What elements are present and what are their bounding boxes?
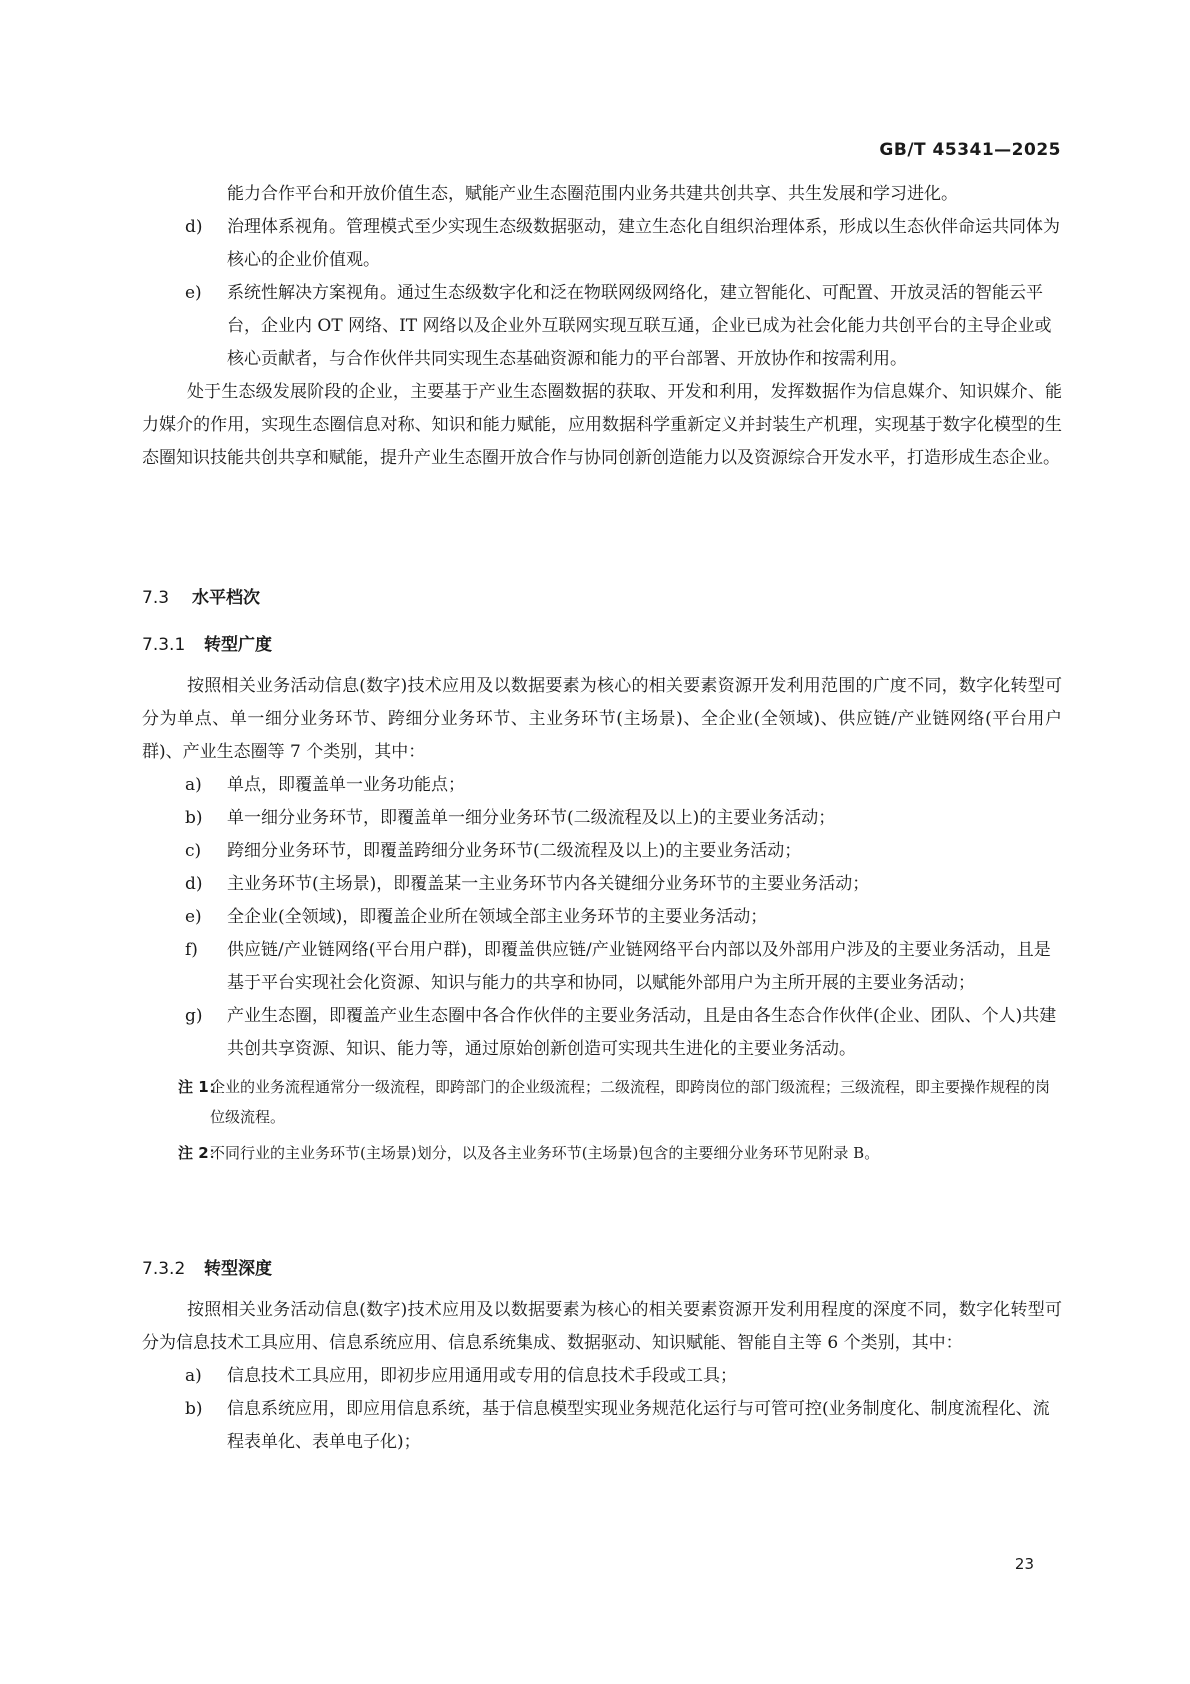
list-item-d	[142, 211, 1062, 277]
section-7-3-1-body	[142, 670, 1062, 1168]
standard-code: GB/T 45341—2025	[879, 140, 1061, 160]
list-item-text: 主业务环节(主场景)，即覆盖某一主业务环节内各关键细分业务环节的主要业务活动；	[227, 874, 870, 894]
section-7-3-2-body	[142, 1294, 1062, 1459]
section-heading-7-3	[142, 583, 260, 608]
section-number: 7.3	[142, 588, 170, 608]
list-marker: f)	[185, 940, 198, 960]
list-item-text: 跨细分业务环节，即覆盖跨细分业务环节(二级流程及以上)的主要业务活动；	[227, 841, 802, 861]
section-title: 转型深度	[204, 1259, 272, 1279]
list-item-f	[142, 934, 1062, 1000]
list-marker: a)	[185, 1366, 202, 1386]
list-item-a	[142, 769, 1062, 802]
section-title: 水平档次	[192, 588, 260, 608]
list-item-text: 产业生态圈，即覆盖产业生态圈中各合作伙伴的主要业务活动，且是由各生态合作伙伴(企业、团队、个人)共建共创共享资源、知识、能力等，通过原始创新创造可实现共生进化的主要业务活动。	[227, 1006, 1057, 1059]
section-title: 转型广度	[204, 635, 272, 655]
list-item-g	[142, 1000, 1062, 1066]
section-heading-7-3-1	[142, 630, 272, 655]
list-item-text: 系统性解决方案视角。通过生态级数字化和泛在物联网级网络化，建立智能化、可配置、开放灵活的智能云平台，企业内 OT 网络、IT 网络以及企业外互联网实现互联互通，企业已成为社会化能力共创平台的主导企业或核心贡献者，与合作伙伴共同实现生态基础资源和能力的平台部署、开放协作和按需利用。	[227, 283, 1052, 369]
body-paragraph: 按照相关业务活动信息(数字)技术应用及以数据要素为核心的相关要素资源开发利用程度的深度不同，数字化转型可分为信息技术工具应用、信息系统应用、信息系统集成、数据驱动、知识赋能、智能自主等 6 个类别，其中：	[142, 1300, 1062, 1353]
list-marker: b)	[185, 1399, 203, 1419]
list-item-e	[142, 901, 1062, 934]
list-item-b	[142, 802, 1062, 835]
list-item-text: 治理体系视角。管理模式至少实现生态级数据驱动，建立生态化自组织治理体系，形成以生态伙伴命运共同体为核心的企业价值观。	[227, 217, 1060, 270]
note-text: 不同行业的主业务环节(主场景)划分，以及各主业务环节(主场景)包含的主要细分业务环节见附录 B。	[210, 1144, 880, 1162]
list-marker: e)	[185, 283, 202, 303]
note-text: 企业的业务流程通常分一级流程，即跨部门的企业级流程；二级流程，即跨岗位的部门级流程；三级流程，即主要操作规程的岗位级流程。	[210, 1078, 1051, 1126]
list-marker: c)	[185, 841, 202, 861]
list-item-d	[142, 868, 1062, 901]
list-marker: e)	[185, 907, 202, 927]
list-item-text: 供应链/产业链网络(平台用户群)，即覆盖供应链/产业链网络平台内部以及外部用户涉及的主要业务活动，且是基于平台实现社会化资源、知识与能力的共享和协同，以赋能外部用户为主所开展的主要业务活动；	[227, 940, 1051, 993]
list-item-a	[142, 1360, 1062, 1393]
list-item-text: 全企业(全领域)，即覆盖企业所在领域全部主业务环节的主要业务活动；	[227, 907, 768, 927]
list-item-text: 单一细分业务环节，即覆盖单一细分业务环节(二级流程及以上)的主要业务活动；	[227, 808, 836, 828]
note-1	[142, 1072, 1062, 1132]
body-paragraph: 处于生态级发展阶段的企业，主要基于产业生态圈数据的获取、开发和利用，发挥数据作为信息媒介、知识媒介、能力媒介的作用，实现生态圈信息对称、知识和能力赋能，应用数据科学重新定义并封装生产机理，实现基于数字化模型的生态圈知识技能共创共享和赋能，提升产业生态圈开放合作与协同创新创造能力以及资源综合开发水平，打造形成生态企业。	[142, 382, 1062, 468]
list-item-b	[142, 1393, 1062, 1459]
list-marker: a)	[185, 775, 202, 795]
list-marker: d)	[185, 874, 203, 894]
list-item-text: 单点，即覆盖单一业务功能点；	[227, 775, 465, 795]
body-paragraph: 按照相关业务活动信息(数字)技术应用及以数据要素为核心的相关要素资源开发利用范围的广度不同，数字化转型可分为单点、单一细分业务环节、跨细分业务环节、主业务环节(主场景)、全企业(全领域)、供应链/产业链网络(平台用户群)、产业生态圈等 7 个类别，其中：	[142, 676, 1062, 762]
note-label: 注 2：	[178, 1144, 224, 1162]
list-marker: d)	[185, 217, 203, 237]
list-item-text: 信息系统应用，即应用信息系统，基于信息模型实现业务规范化运行与可管可控(业务制度化、制度流程化、流程表单化、表单电子化)；	[227, 1399, 1050, 1452]
top-block	[142, 178, 1062, 475]
section-number: 7.3.2	[142, 1259, 186, 1279]
section-heading-7-3-2	[142, 1254, 272, 1279]
list-marker: g)	[185, 1006, 203, 1026]
item-continuation: 能力合作平台和开放价值生态，赋能产业生态圈范围内业务共建共创共享、共生发展和学习进化。	[227, 184, 958, 204]
list-item-c	[142, 835, 1062, 868]
page-number: 23	[1014, 1555, 1034, 1573]
section-number: 7.3.1	[142, 635, 186, 655]
list-marker: b)	[185, 808, 203, 828]
note-label: 注 1：	[178, 1078, 224, 1096]
list-item-e	[142, 277, 1062, 376]
list-item-text: 信息技术工具应用，即初步应用通用或专用的信息技术手段或工具；	[227, 1366, 737, 1386]
note-2	[142, 1138, 1062, 1168]
